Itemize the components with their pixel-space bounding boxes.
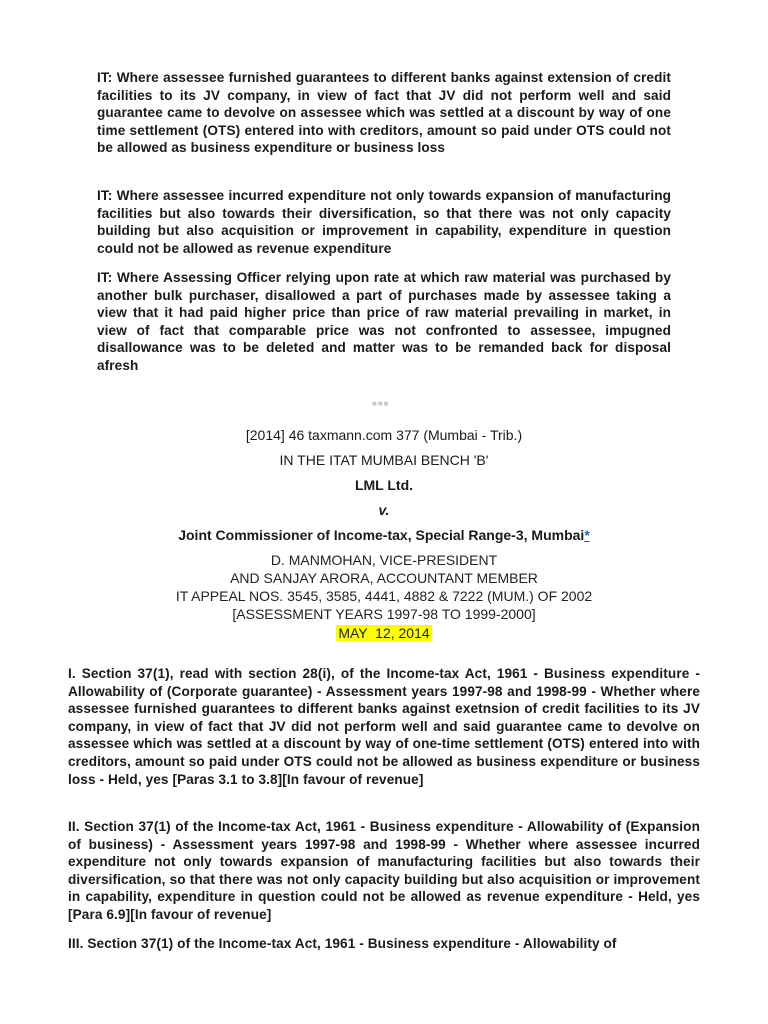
- bench-line-2: AND SANJAY ARORA, ACCOUNTANT MEMBER: [230, 570, 538, 586]
- summary-2: II. Section 37(1) of the Income-tax Act, 1961 - Business expenditure - Allowability of (Expansion of business) - Assessment years 1997-98 and 1998-99 - Whether where assessee incurred expenditure not only towards expansion of manufacturing facilities but also towards their diversification, so that there was not only capacity building but also acquisition or improvement in capability, expenditure in question could not be allowed as revenue expenditure - Held, yes [Para 6.9][In favour of revenue]: [68, 819, 700, 922]
- footnote-link[interactable]: *: [584, 527, 590, 543]
- case-citation: [2014] 46 taxmann.com 377 (Mumbai - Trib.): [245, 427, 523, 443]
- section-separator: ■■■: [372, 399, 390, 408]
- summary-3: III. Section 37(1) of the Income-tax Act, 1961 - Business expenditure - Allowability of: [68, 936, 617, 951]
- bench-line-1: D. MANMOHAN, VICE-PRESIDENT: [270, 552, 498, 568]
- assessment-years: [ASSESSMENT YEARS 1997-98 TO 1999-2000]: [232, 606, 536, 622]
- respondent-line: [0, 526, 768, 544]
- headnote-1: IT: Where assessee furnished guarantees to different banks against extension of credit facilities to its JV company, in view of fact that JV did not perform well and said guarantee came to devolve on assessee which was settled at a discount by way of one time settlement (OTS) entered into with creditors, amount so paid under OTS could not be allowed as business expenditure or business loss: [97, 70, 671, 156]
- appeal-numbers: IT APPEAL NOS. 3545, 3585, 4441, 4882 & 7222 (MUM.) OF 2002: [175, 588, 593, 604]
- order-date: MAY 12, 2014: [338, 625, 430, 641]
- order-date-line: [0, 624, 768, 642]
- versus-label: v.: [378, 502, 390, 518]
- headnote-2: IT: Where assessee incurred expenditure not only towards expansion of manufacturing facilities but also towards their diversification, so that there was not only capacity building but also acquisition or improvement in capability, expenditure in question could not be allowed as revenue expenditure: [97, 188, 671, 256]
- respondent-name: Joint Commissioner of Income-tax, Special Range-3, Mumbai: [178, 527, 585, 543]
- headnote-3: IT: Where Assessing Officer relying upon rate at which raw material was purchased by another bulk purchaser, disallowed a part of purchases made by assessee taking a view that it had paid higher price than price of raw material prevailing in market, in view of fact that comparable price was not confronted to assessee, impugned disallowance was to be deleted and matter was to be remanded back for disposal afresh: [97, 270, 671, 373]
- summary-1: I. Section 37(1), read with section 28(i), of the Income-tax Act, 1961 - Business expenditure - Allowability of (Corporate guarantee) - Assessment years 1997-98 and 1998-99 - Whether where assessee furnished guarantees to different banks against exetnsion of credit facilities to its JV company, in view of fact that JV did not perform well and said guarantee came to devolve on assessee which was settled at a discount by way of one-time settlement (OTS) entered into with creditors, amount so paid under OTS could not be allowed as business expenditure or business loss - Held, yes [Paras 3.1 to 3.8][In favour of revenue]: [68, 666, 700, 787]
- court-name: IN THE ITAT MUMBAI BENCH 'B': [279, 452, 489, 468]
- appellant-name: LML Ltd.: [354, 477, 414, 493]
